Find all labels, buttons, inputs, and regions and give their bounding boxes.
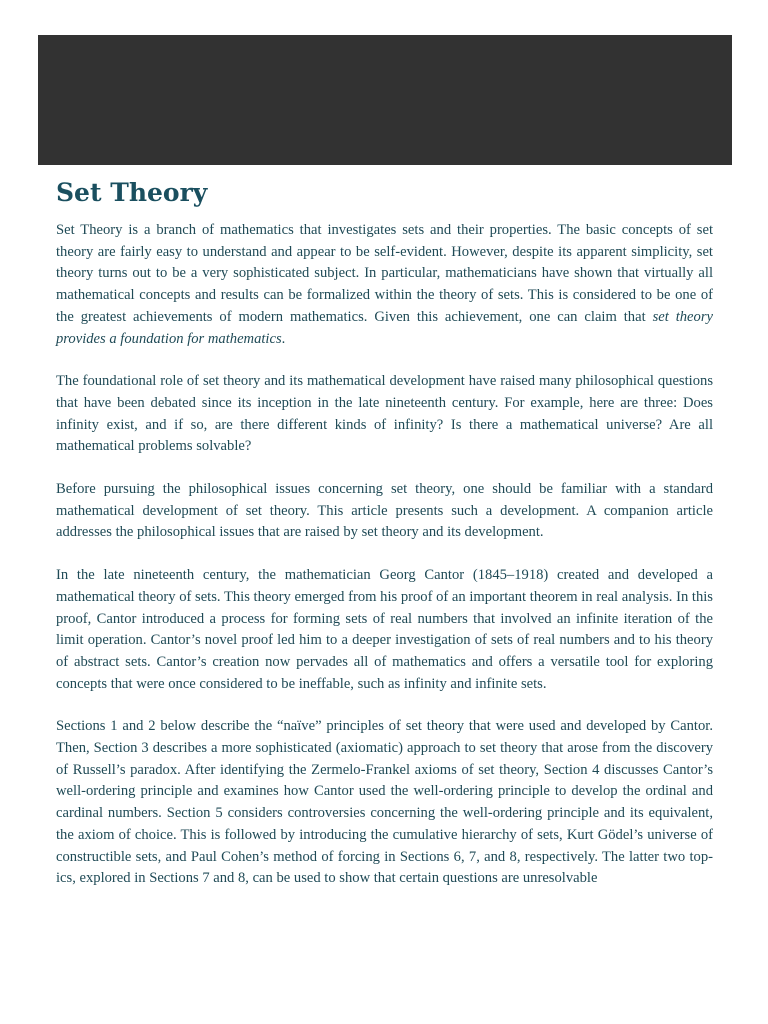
paragraph-cantor-history: In the late nineteenth century, the mathematician Georg Cantor (1845–1918) created and developed a mathematical theory of sets. This theory emerged from his proof of an important theorem in real analysis. In this proof, Cantor introduced a process for forming sets of real numbers that involved an infinite iteration of the limit operation. Cantor’s novel proof led him to a deeper investigation of sets of real numbers and to his theory of abstract sets. Cantor’s creation now pervades all of mathematics and offers a versatile tool for exploring concepts that were once considered to be ineffable, such as infinity and infinite sets. — [56, 567, 713, 692]
paragraph-intro-end: . — [281, 330, 286, 347]
paragraph-philosophical-issues: Before pursuing the philosophical issues concerning set theory, one should be familiar with a standard mathematical development of set theory. This article presents such a development. A companion article addresses the philosophical issues that are raised by set theory and its development. — [56, 481, 713, 541]
paragraph-sections-overview: Sections 1 and 2 below describe the “naïve” principles of set theory that were used and developed by Cantor. Then, Section 3 describes a more sophisticated (axiomatic) approach to set theory that arose from the discovery of Russell’s paradox. After identifying the Zermelo-Frankel axioms of set theory, Section 4 discusses Cantor’s well-ordering principle and examines how Cantor used the well-ordering principle to develop the ordinal and cardinal numbers. Section 5 considers controversies concerning the well-ordering principle and its equivalent, the axiom of choice. This is followed by introducing the cumulative hierarchy of sets, Kurt Gödel’s universe of constructible sets, and Paul Cohen’s method of forcing in Sections 6, 7, and 8, respectively. The latter two topics, explored in Sections 7 and 8, can be used to show that certain questions are unresolvable — [56, 718, 713, 887]
page-title: Set Theory — [56, 178, 208, 207]
header-banner — [38, 35, 732, 165]
paragraph-foundational-role: The foundational role of set theory and its mathematical development have raised many philosophical questions that have been debated since its inception in the late nineteenth century. For example, here are three: Does infinity exist, and if so, are there different kinds of infinity? Is there a mathematical universe? Are all mathematical problems solvable? — [56, 373, 713, 455]
paragraph-intro-text: Set Theory is a branch of mathematics that investigates sets and their properties. The basic concepts of set theory are fairly easy to understand and appear to be self-evident. However, despite its apparent simplicity, set theory turns out to be a very sophisticated subject. In particular, mathematicians have shown that virtually all mathematical concepts and results can be formalized within the theory of sets. This is considered to be one of the greatest achievements of modern mathematics. Given this achievement, one can claim that — [56, 222, 713, 325]
emphasized-phrase: set theory provides a foundation for mathematics — [56, 308, 713, 347]
article-body — [56, 176, 713, 890]
paragraph-intro — [56, 220, 713, 350]
